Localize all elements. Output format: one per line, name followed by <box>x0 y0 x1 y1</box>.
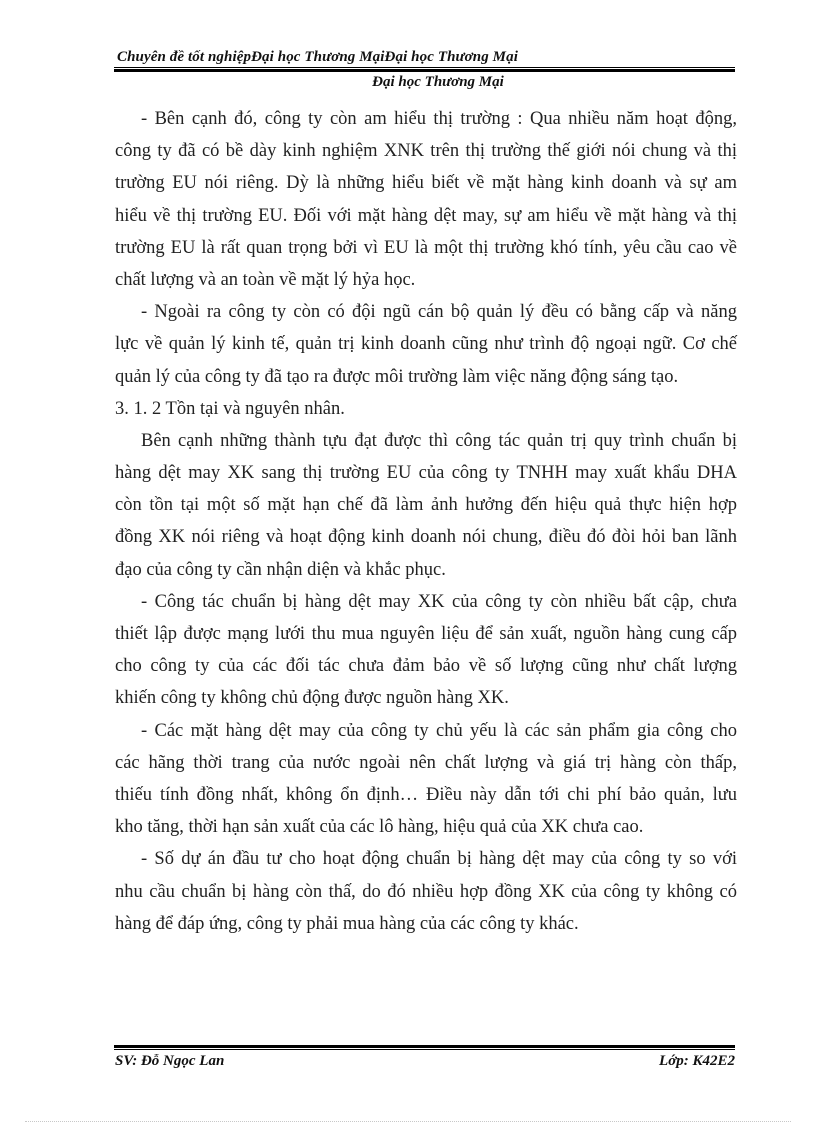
text-line: - Công tác chuẩn bị hàng dệt may XK của công ty còn nhiều bất cập, chưa <box>141 591 737 612</box>
page-edge <box>25 1121 791 1122</box>
text-line: thiết lập được mạng lưới thu mua nguyên liệu để sản xuất, nguồn hàng cung cấp <box>115 624 737 644</box>
text-line: chất lượng và an toàn về mặt lý hỷa học. <box>115 269 416 290</box>
text-line: còn tồn tại một số mặt hạn chế đã làm ảnh hưởng đến hiệu quả thực hiện hợp <box>115 495 737 516</box>
footer-student: SV: Đỗ Ngọc Lan <box>115 1053 225 1069</box>
body-text <box>115 103 737 940</box>
text-line: 3. 1. 2 Tồn tại và nguyên nhân. <box>115 398 345 419</box>
text-line: trường EU nói riêng. Dỳ là những hiểu biết về mặt hàng kinh doanh và sự am <box>115 173 737 194</box>
text-line: - Ngoài ra công ty còn có đội ngũ cán bộ quản lý đều có bằng cấp và năng <box>141 302 737 323</box>
footer-rule-thick <box>114 1045 735 1048</box>
text-line: công ty đã có bề dày kinh nghiệm XNK trên thị trường thế giới nói chung và thị <box>115 141 737 162</box>
text-line: hiểu về thị trường EU. Đối với mặt hàng dệt may, sự am hiểu về mặt hàng và thị <box>115 205 737 226</box>
text-line: trường EU là rất quan trọng bởi vì EU là một thị trường khó tính, yêu cầu cao về <box>115 237 737 258</box>
text-line: lực về quản lý kinh tế, quản trị kinh doanh cũng như trình độ ngoại ngữ. Cơ chế <box>115 334 737 355</box>
text-line: đồng XK nói riêng và hoạt động kinh doanh nói chung, điều đó đòi hỏi ban lãnh <box>115 527 737 548</box>
header-subtitle: Đại học Thương Mại <box>372 74 504 90</box>
text-line: Bên cạnh những thành tựu đạt được thì công tác quản trị quy trình chuẩn bị <box>141 430 737 451</box>
footer <box>115 1053 735 1073</box>
footer-rule-thin <box>114 1049 735 1050</box>
text-line: đạo của công ty cần nhận diện và khắc phục. <box>115 559 446 580</box>
text-line: hàng dệt may XK sang thị trường EU của công ty TNHH may xuất khẩu DHA <box>115 463 737 484</box>
text-line: khiến công ty không chủ động được nguồn hàng XK. <box>115 688 509 709</box>
text-line: hàng để đáp ứng, công ty phải mua hàng của các công ty khác. <box>115 913 579 934</box>
header-title: Chuyên đề tốt nghiệpĐại học Thương MạiĐại học Thương Mại <box>117 49 518 65</box>
text-line: các hãng thời trang của nước ngoài nên chất lượng và giá trị hàng còn thấp, <box>115 752 737 773</box>
text-line: kho tăng, thời hạn sản xuất của các lô hàng, hiệu quả của XK chưa cao. <box>115 817 644 838</box>
text-line: - Số dự án đầu tư cho hoạt động chuẩn bị hàng dệt may của công ty so với <box>141 849 737 870</box>
text-line: - Bên cạnh đó, công ty còn am hiểu thị trường : Qua nhiều năm hoạt động, <box>141 109 737 129</box>
footer-class: Lớp: K42E2 <box>659 1053 735 1069</box>
header-rule-thick <box>114 69 735 72</box>
text-line: - Các mặt hàng dệt may của công ty chủ yếu là các sản phẩm gia công cho <box>141 720 737 741</box>
header-subtitle-row <box>0 74 816 91</box>
text-line: nhu cầu chuẩn bị hàng còn thấ, do đó nhiều hợp đồng XK của công ty không có <box>115 881 737 902</box>
text-line: cho công ty của các đối tác chưa đảm bảo về số lượng cũng như chất lượng <box>115 656 737 677</box>
text-line: thiếu tính đồng nhất, không ổn định… Điều này dẫn tới chi phí bảo quản, lưu <box>115 784 737 805</box>
header-rule-thin <box>114 67 735 68</box>
text-line: quản lý của công ty đã tạo ra được môi trường làm việc năng động sáng tạo. <box>115 366 679 387</box>
